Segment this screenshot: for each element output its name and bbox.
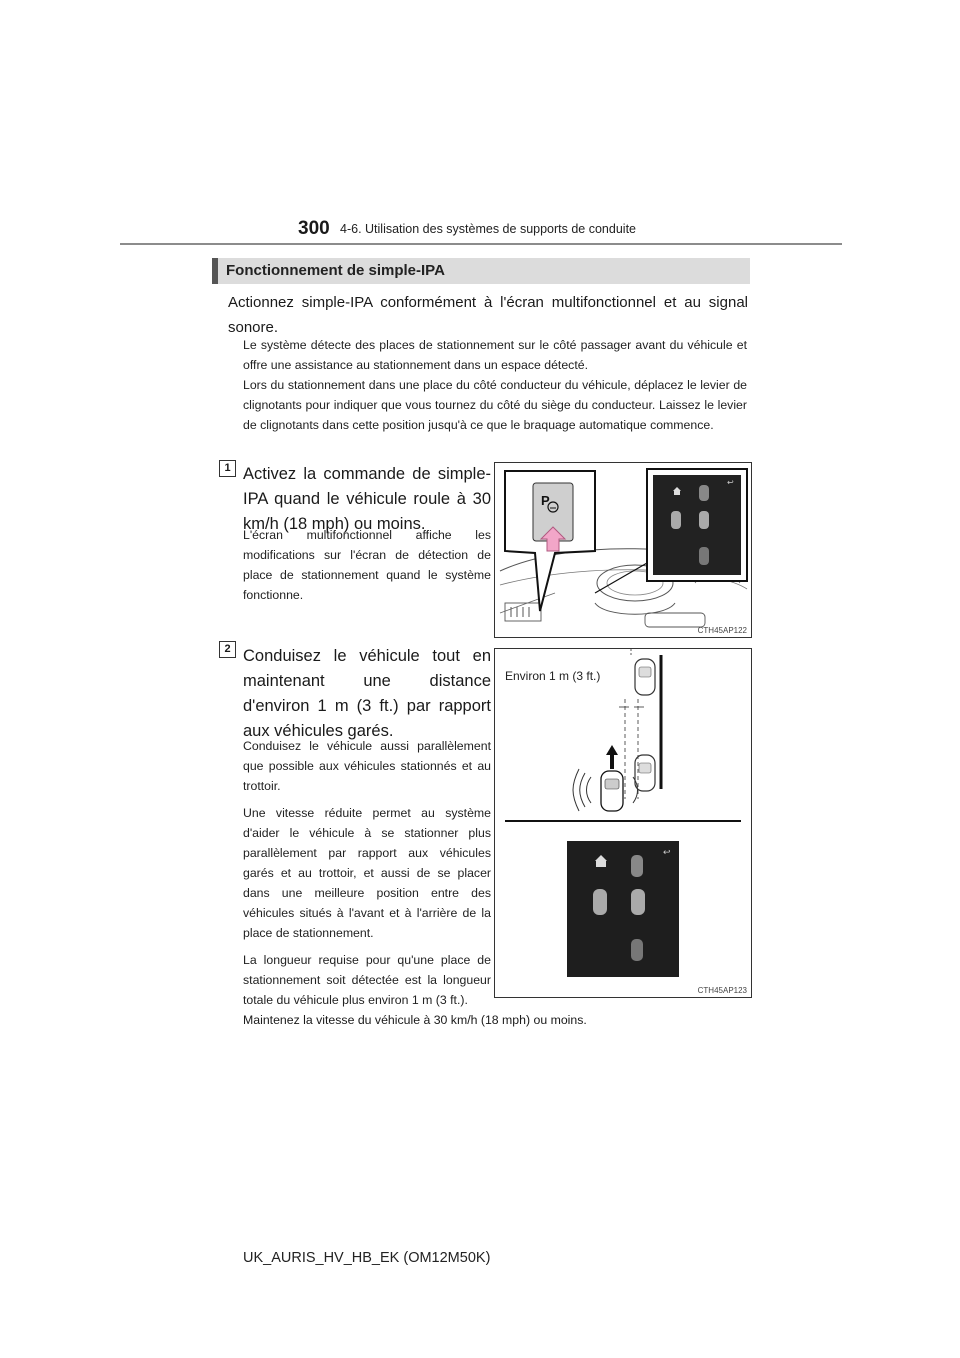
- intro-note: Lors du stationnement dans une place du côté conducteur du véhicule, déplacez le levier de clignotants pour indiquer que vous tournez du côté du siège du conducteur. Laissez le levier de clignotants dans cette position jusqu'à ce que le braquage automatique commence.: [243, 378, 747, 432]
- parking-illustration: [495, 649, 751, 997]
- step-1-badge: 1: [219, 460, 236, 477]
- section-header: [212, 258, 750, 284]
- distance-label: Environ 1 m (3 ft.): [505, 669, 601, 683]
- footer-model-code: UK_AURIS_HV_HB_EK (OM12M50K): [243, 1250, 491, 1266]
- section-lead: Actionnez simple-IPA conformément à l'écran multifonctionnel et au signal sonore.: [228, 294, 748, 336]
- step-2-notes: [243, 736, 491, 1017]
- intro-note: Le système détecte des places de stationnement sur le côté passager avant du véhicule et offre une assistance au stationnement dans un espace détecté.: [243, 338, 747, 372]
- arrow-up-icon: [606, 745, 618, 769]
- step-2-note: La longueur requise pour qu'une place de stationnement soit détectée est la longueur totale du véhicule plus environ 1 m (3 ft.).: [243, 953, 491, 1007]
- figure-code: CTH45AP122: [697, 626, 747, 635]
- figure-dashboard-switch: [494, 462, 752, 638]
- figure-parking-distance: [494, 648, 752, 998]
- svg-text:↩: ↩: [663, 848, 671, 858]
- step-1-note: L'écran multifonctionnel affiche les modifications sur l'écran de détection de place de stationnement quand le système fonctionne.: [243, 528, 491, 602]
- dashboard-illustration: [495, 463, 751, 637]
- figure-code: CTH45AP123: [697, 986, 747, 995]
- section-title: Fonctionnement de simple-IPA: [226, 262, 445, 279]
- svg-text:↩: ↩: [727, 478, 734, 487]
- step-1-instruction: Activez la commande de simple-IPA quand le véhicule roule à 30 km/h (18 mph) ou moins.: [243, 465, 491, 533]
- chapter-title: 4-6. Utilisation des systèmes de supports de conduite: [340, 222, 636, 236]
- step-2-instruction: Conduisez le véhicule tout en maintenant une distance d'environ 1 m (3 ft.) par rapport aux véhicules garés.: [243, 647, 491, 740]
- section-header-bar: [212, 258, 218, 284]
- step-2-note: Conduisez le véhicule aussi parallèlement que possible aux véhicules stationnés et au trottoir.: [243, 739, 491, 793]
- svg-text:P: P: [541, 493, 550, 508]
- step-2-badge: 2: [219, 641, 236, 658]
- page-number: 300: [298, 218, 330, 239]
- header-rule: [120, 243, 842, 245]
- step-2-note: Une vitesse réduite permet au système d'aider le véhicule à se stationner plus parallèlement par rapport aux véhicules garés et au trottoir, et aussi de se placer dans une meilleure position entre des véhicules situés à l'avant et à l'arrière de la place de stationnement.: [243, 806, 491, 940]
- closing-note: Maintenez la vitesse du véhicule à 30 km/h (18 mph) ou moins.: [243, 1013, 587, 1027]
- intro-notes: [243, 335, 747, 435]
